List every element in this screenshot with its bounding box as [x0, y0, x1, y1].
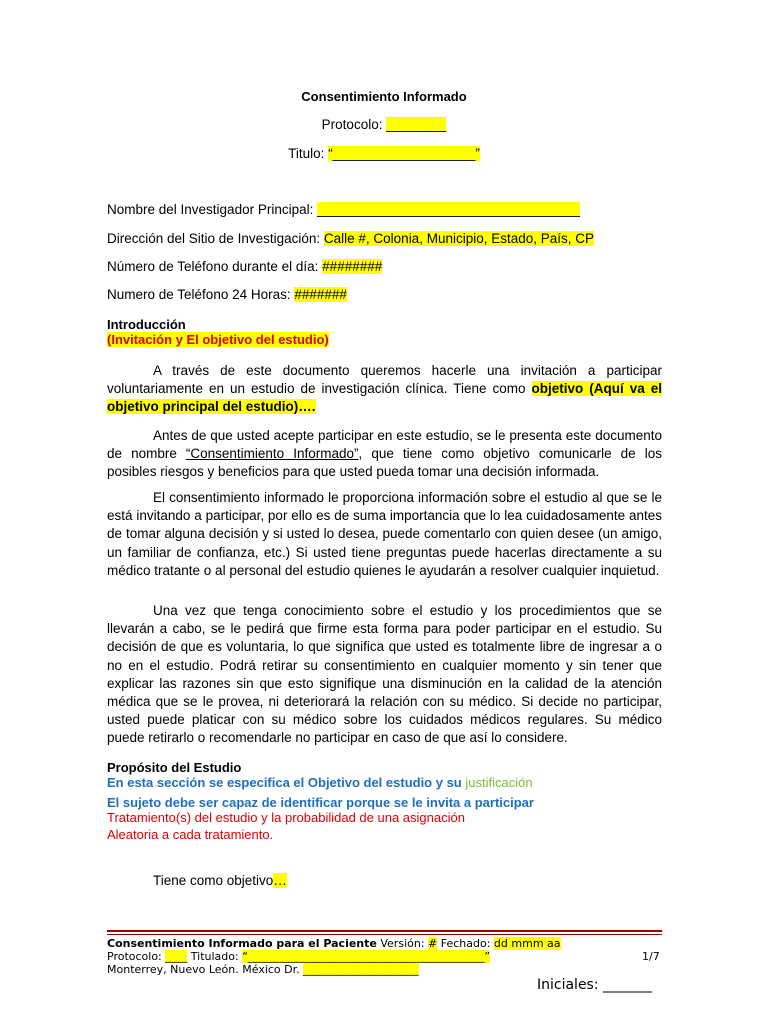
investigador-field [107, 202, 580, 217]
footer-protocolo-value: ____ [165, 950, 188, 963]
intro-paragraph-3 [107, 489, 662, 580]
footer-titulado-label: Titulado: [187, 950, 243, 963]
titulo-line [0, 146, 768, 161]
tel-dia-field [107, 259, 382, 274]
intro-subheading-text: (Invitación y El objetivo del estudio) [107, 332, 329, 347]
footer-rule [107, 930, 662, 932]
footer-fechado-value: dd mmm aa [493, 937, 561, 950]
footer-doctor-value: _____________________ [303, 963, 419, 976]
tel-24-field [107, 287, 347, 302]
investigador-value: ___________________________________ [317, 202, 580, 217]
proposito-line-1-blue: En esta sección se especifica el Objetivo del estudio y su [107, 775, 466, 790]
footer-location: Monterrey, Nuevo León. México Dr. [107, 963, 304, 976]
protocolo-line [0, 117, 768, 132]
intro-subheading [107, 332, 329, 347]
proposito-line-3: Tratamiento(s) del estudio y la probabilidad de una asignación [107, 810, 465, 825]
intro-paragraph-1 [107, 362, 662, 417]
footer-rule-thin [107, 934, 662, 935]
tel-dia-value: ######## [322, 259, 383, 274]
objetivo-line [153, 873, 287, 888]
intro-p4-text: Una vez que tenga conocimiento sobre el estudio y los procedimientos que se llevarán a cabo, se le pedirá que firme esta forma para poder participar en el estudio. Su decisión de que es voluntaria, lo que significa que usted es totalmente libre de ingresar a o no en el estudio. Podrá retirar su consentimiento en cualquier momento y sin tener que explicar las razones sin que esto signifique una disminución en la calidad de la atención médica que se le provea, ni deteriorará la relación con su médico. Si decide no participar, usted puede platicar con su médico sobre los cuidados médicos regulares. Su médico puede retirarlo o recomendarle no participar en caso de que así lo considere. [107, 603, 662, 746]
protocolo-label: Protocolo: [321, 117, 383, 132]
footer-page-number: 1/7 [642, 950, 660, 963]
titulo-label: Titulo: [288, 146, 325, 161]
footer-fechado-label: Fechado: [437, 937, 494, 950]
intro-p3-text: El consentimiento informado le proporciona información sobre el estudio al que se le está invitando a participar, por ello es de suma importancia que lo lea cuidadosamente antes de tomar alguna decisión y si usted lo desea, puede comentarlo con quien desee (un amigo, un familiar de confianza, etc.) Si usted tiene preguntas puede hacerlas directamente a su médico tratante o al personal del estudio quienes le ayudarán a resolver cualquier inquietud. [107, 490, 662, 578]
footer-version-value: # [428, 937, 438, 950]
proposito-line-1 [107, 775, 533, 790]
tel-24-label: Numero de Teléfono 24 Horas: [107, 287, 291, 302]
footer-line-1 [107, 937, 561, 950]
footer-iniciales: Iniciales: _______ [537, 977, 653, 993]
intro-p1-text: A través de este documento queremos hacerle una invitación a participar voluntariamente en un estudio de investigación clínica. Tiene como [107, 363, 662, 397]
investigador-label: Nombre del Investigador Principal: [107, 202, 314, 217]
proposito-line-4: Aleatoria a cada tratamiento. [107, 827, 274, 842]
tel-24-value: ####### [294, 287, 347, 302]
objetivo-text: Tiene como objetivo [153, 873, 274, 888]
direccion-label: Dirección del Sitio de Investigación: [107, 231, 321, 246]
protocolo-value: ________ [386, 117, 447, 132]
footer-titulado-value: “___________________________________________” [242, 950, 491, 963]
tel-dia-label: Número de Teléfono durante el día: [107, 259, 319, 274]
intro-paragraph-4 [107, 602, 662, 748]
objetivo-highlight: … [273, 873, 287, 888]
footer-title: Consentimiento Informado para el Paciente [107, 937, 377, 950]
intro-p2-before: Antes de que usted acepte participar en este estudio, se le presenta este documento de nombre [107, 428, 662, 462]
proposito-line-1-green: justificación [465, 775, 533, 790]
footer-protocolo-label: Protocolo: [107, 950, 166, 963]
intro-heading: Introducción [107, 317, 186, 332]
footer-version-label: Versión: [376, 937, 429, 950]
intro-paragraph-2 [107, 427, 662, 482]
intro-p2-link: “Consentimiento Informado” [185, 446, 359, 462]
footer-line-3 [107, 963, 419, 976]
intro-p1-highlight: objetivo (Aquí va el objetivo principal del estudio)…. [107, 381, 662, 415]
direccion-value: Calle #, Colonia, Municipio, Estado, País, CP [323, 231, 595, 246]
direccion-field [107, 231, 594, 246]
proposito-line-2: El sujeto debe ser capaz de identificar porque se le invita a participar [107, 795, 534, 810]
intro-p2-after: , que tiene como objetivo comunicarle de los posibles riesgos y beneficios para que usted pueda tomar una decisión informada. [107, 446, 662, 480]
titulo-value: “___________________” [328, 146, 480, 161]
footer-line-2 [107, 950, 490, 963]
document-title: Consentimiento Informado [301, 89, 467, 104]
proposito-heading: Propósito del Estudio [107, 760, 242, 775]
